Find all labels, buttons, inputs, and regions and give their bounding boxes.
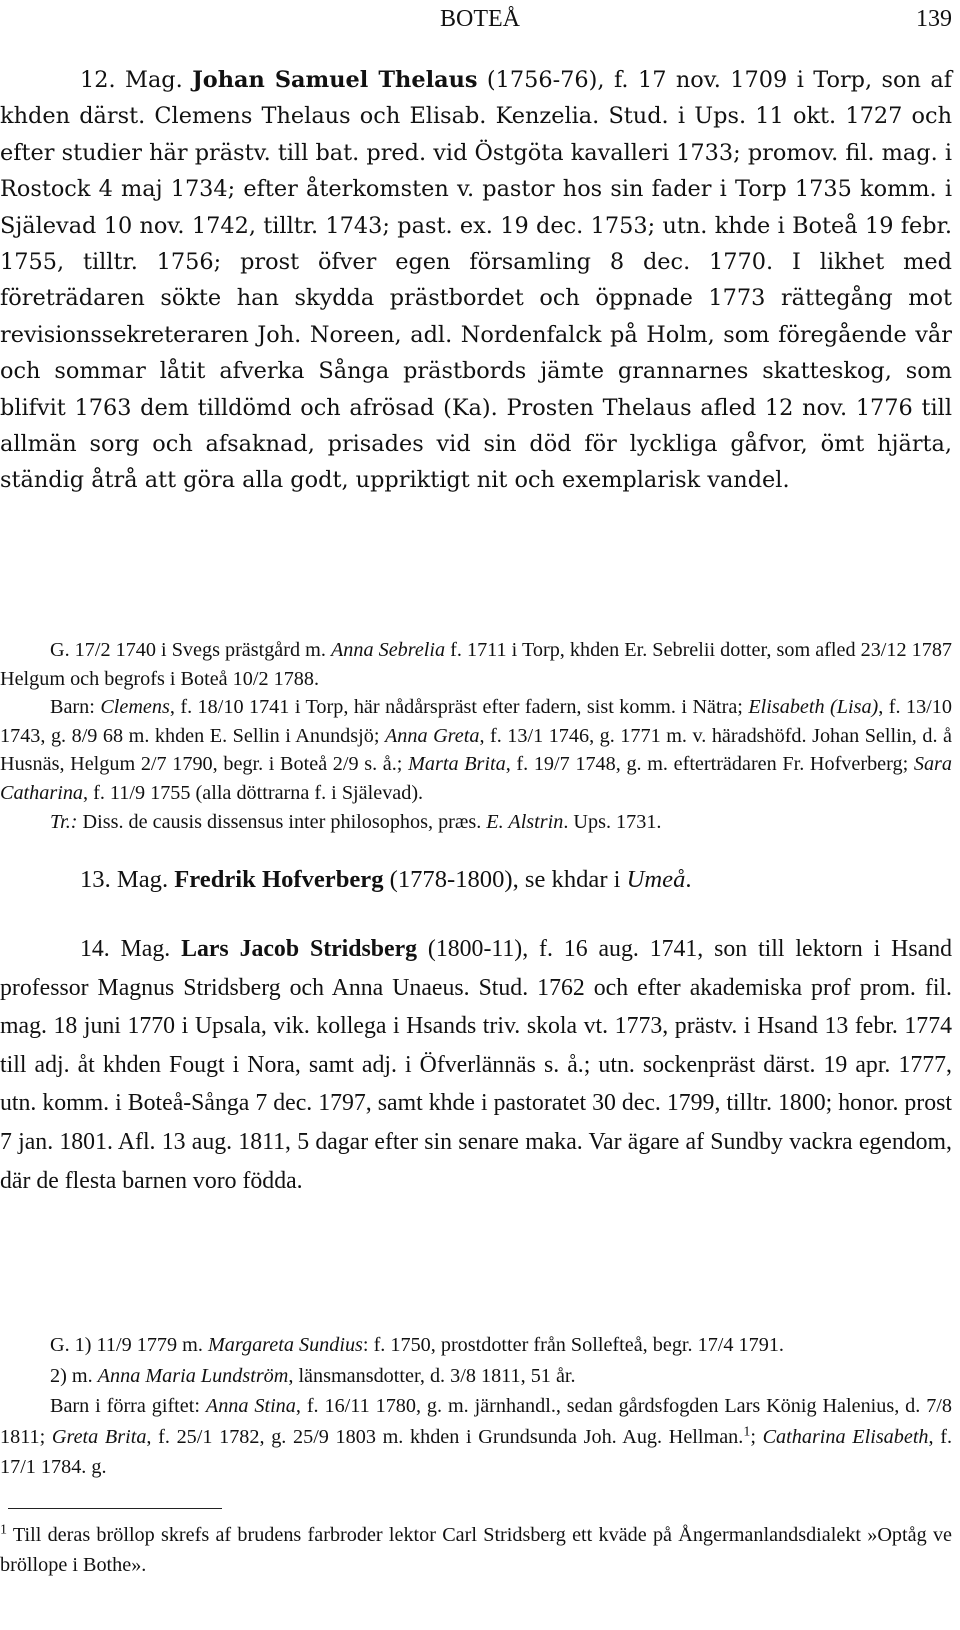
entry-12-paragraph (0, 62, 952, 499)
child-name: Marta Brita (408, 753, 506, 776)
entry-14-children (0, 1391, 952, 1483)
child-details: , f. 13/10 1743, g. 8/9 68 m. khden E. Sellin i Anundsjö; (0, 696, 952, 747)
child-details: , f. 25/1 1782, g. 25/9 1803 m. khden i Grundsunda Joh. Aug. Hellman. (146, 1425, 744, 1448)
entry-14-family (0, 1330, 952, 1483)
wife-name: Anna Sebrelia (330, 639, 446, 661)
entry-13-text: (1778-1800), se khdar i (383, 866, 627, 893)
child-details: , f. 16/11 1780, g. m. järnhandl., sedan gårdsfogden Lars König Halenius, d. 7/8 1811; (0, 1395, 952, 1448)
entry-14-paragraph (0, 930, 952, 1200)
entry-14-marriage-2 (0, 1361, 952, 1392)
entry-12-children (0, 693, 952, 807)
marriage-details: : f. 1750, prostdotter från Sollefteå, begr. 17/4 1791. (362, 1334, 784, 1356)
child-name: Sara Catharina (0, 753, 952, 804)
entry-12-text: (1756-76), f. 17 nov. 1709 i Torp, son af khden därst. Clemens Thelaus och Elisab. Kenzelia. Stud. i Ups. 11 okt. 1727 och efter studier här prästv. till bat. pred. vid Östgöta kavalleri 1733; promov. fil. mag. i Rostock 4 maj 1734; efter återkomsten v. pastor hos sin fader i Torp 1735 komm. i Själevad 10 nov. 1742, tilltr. 1743; past. ex. 19 dec. 1753; utn. khde i Boteå 19 febr. 1755, tilltr. 1756; prost öfver egen församling 8 dec. 1770. I likhet med företrädaren sökte han skydda prästbordet och öppnade 1773 rättegång mot revisionssekreteraren Joh. Noreen, adl. Nordenfalck på Holm, som föregående vår och sommar låtit afverka Sånga prästbords jämte grannarnes skatteskog, som blifvit 1763 dem tilldömd och afrösad (Ka). Prosten Thelaus afled 12 nov. 1776 till allmän sorg och afsaknad, prisades vid sin död för lyckliga gåfvor, ömt hjärta, ständig åtrå att göra alla godt, uppriktigt nit och exemplarisk vandel. (0, 67, 952, 494)
entry-13-end: . (685, 866, 692, 893)
entry-14-marriage-1 (0, 1330, 952, 1361)
child-details: , f. 11/9 1755 (alla döttrarna f. i Själevad). (83, 781, 424, 804)
child-name: Catharina Elisabeth (762, 1425, 929, 1448)
child-details: , f. 19/7 1748, g. m. efterträdaren Fr. Hofverberg; (505, 753, 914, 776)
child-name: Greta Brita (51, 1425, 147, 1448)
footnote-rule (8, 1508, 222, 1509)
entry-12-marriage (0, 636, 952, 693)
page-number: 139 (916, 6, 952, 32)
wife-name: Anna Maria Lundström (97, 1364, 289, 1387)
child-details: , f. 17/1 1784. g. (0, 1425, 953, 1478)
entry-12-works (0, 808, 952, 837)
running-title: BOTEÅ (440, 6, 520, 32)
works-end: . Ups. 1731. (563, 810, 662, 833)
footnote-reference[interactable]: 1 (743, 1423, 751, 1439)
separator: ; (750, 1425, 763, 1448)
entry-12-name: Johan Samuel Thelaus (192, 67, 478, 93)
entry-14-text: (1800-11), f. 16 aug. 1741, son till lektorn i Hsand professor Magnus Stridsberg och Anna Unaeus. Stud. 1762 och efter akademiska prof prom. fil. mag. 18 juni 1770 i Upsala, vik. kollega i Hsands triv. skola vt. 1773, prästv. i Hsand 13 febr. 1774 till adj. åt khden Fougt i Nora, samt adj. i Öfverlännäs s. å.; utn. sockenpräst därst. 19 apr. 1777, utn. komm. i Boteå-Sånga 7 dec. 1797, samt khde i pastoratet 30 dec. 1799, tilltr. 1800; honor. prost 7 jan. 1801. Afl. 13 aug. 1811, 5 dagar efter sin senare maka. Var ägare af Sundby vackra egendom, där de flesta barnen voro födda. (0, 936, 952, 1194)
works-label: Tr.: (50, 810, 78, 833)
children-label: Barn: (50, 696, 101, 719)
entry-12-family (0, 636, 952, 836)
children-label: Barn i förra giftet: (50, 1395, 206, 1417)
entry-13-paragraph (0, 862, 952, 898)
entry-12-number: 12. Mag. (80, 67, 193, 93)
works-text: Diss. de causis dissensus inter philosophos, præs. (77, 810, 487, 833)
child-name: Anna Stina (205, 1395, 296, 1417)
child-name: Anna Greta (384, 724, 480, 747)
child-details: , f. 13/1 1746, g. 1771 m. v. häradshöfd. Johan Sellin, d. å Husnäs, Helgum 2/7 1790, begr. i Boteå 2/9 s. å.; (0, 724, 953, 776)
marriage-text: G. 17/2 1740 i Svegs prästgård m. (50, 639, 331, 661)
wife-name: Margareta Sundius (207, 1334, 363, 1356)
entry-13-name: Fredrik Hofverberg (174, 866, 384, 893)
footnote-text: Till deras bröllop skrefs af brudens farbroder lektor Carl Stridsberg ett kväde på Ångermanlandsdialekt »Optåg ve bröllope i Bothe». (0, 1524, 952, 1576)
entry-13-place: Umeå (626, 866, 686, 893)
marriage-details: , länsmansdotter, d. 3/8 1811, 51 år. (288, 1364, 576, 1387)
footnote-marker: 1 (0, 1522, 7, 1538)
child-details: , f. 18/10 1741 i Torp, här nådårspräst efter fadern, sist komm. i Nätra; (169, 696, 749, 719)
entry-14-name: Lars Jacob Stridsberg (181, 936, 418, 962)
marriage-details: f. 1711 i Torp, khden Er. Sebrelii dotter, som afled 23/12 1787 Helgum och begrofs i Boteå 10/2 1788. (0, 639, 953, 690)
child-name: Elisabeth (Lisa) (748, 696, 879, 719)
entry-14-number: 14. Mag. (80, 936, 182, 962)
running-header (0, 6, 960, 42)
marriage-text: 2) m. (50, 1364, 98, 1387)
marriage-text: G. 1) 11/9 1779 m. (50, 1334, 208, 1356)
entry-13-number: 13. Mag. (80, 866, 175, 893)
footnote (0, 1520, 952, 1580)
works-author: E. Alstrin (486, 810, 564, 833)
child-name: Clemens (100, 696, 170, 719)
